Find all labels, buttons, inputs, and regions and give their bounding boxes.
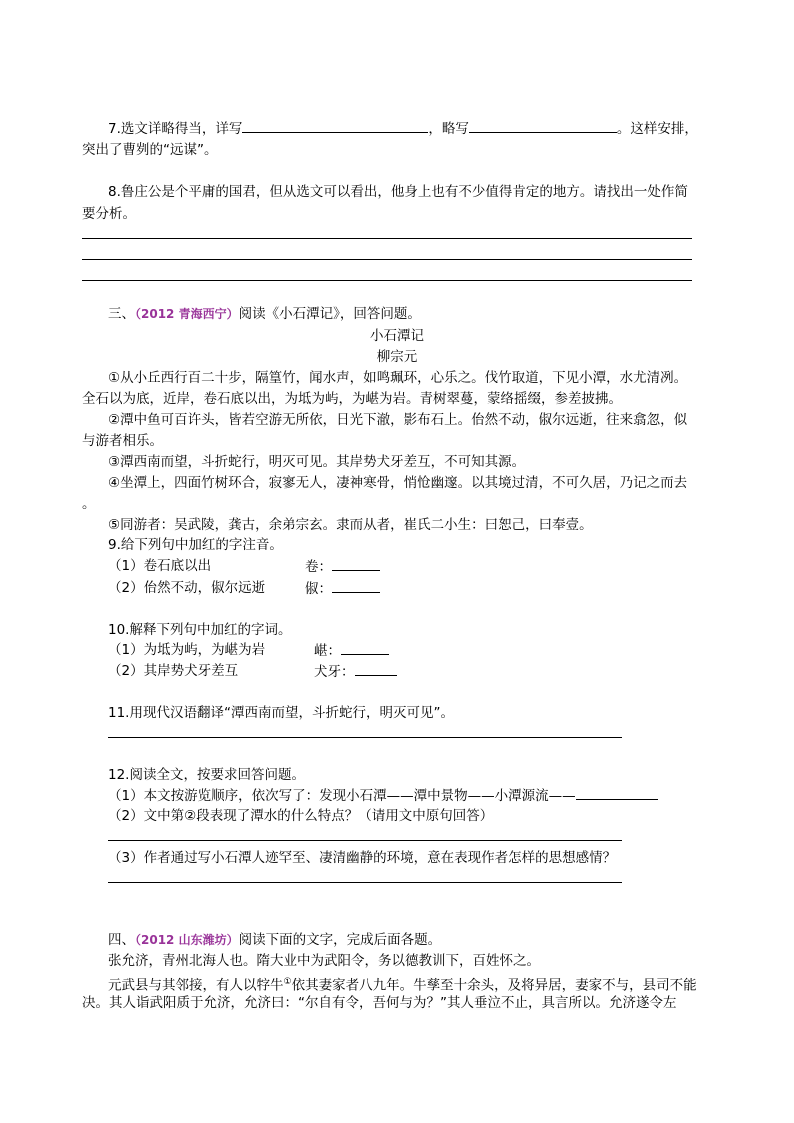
sec3-instruction: 阅读《小石潭记》，回答问题。 [238,306,421,322]
sec3-p2a: ②潭中鱼可百许头，皆若空游无所依，日光下澈，影布石上。佁然不动，俶尔远逝，往来翕忽，似 [108,412,688,428]
q10-item2-blank[interactable] [355,661,397,676]
q7-line2: 突出了曹刿的“远谋”。 [82,142,218,158]
sec3-p1a: ①从小丘西行百二十步，隔篁竹，闻水声，如鸣珮环，心乐之。伐竹取道，下见小潭，水尤清冽。 [108,370,688,386]
q7-text-a: 7.选文详略得当，详写 [108,121,243,137]
sec4-prefix: 四、 [108,932,135,948]
sec3-p4a: ④坐潭上，四面竹树环合，寂寥无人，凄神寒骨，悄怆幽邃。以其境过清，不可久居，乃记之而去 [108,475,688,491]
q12-item1 [108,785,658,806]
q12-title: 12.阅读全文，按要求回答问题。 [108,767,305,783]
sec3-title: 小石潭记 [370,328,424,344]
sec4-footnote-marker[interactable]: ① [283,977,292,987]
q10-item1-key: 嵁： [314,643,341,659]
q12-item3: （3）作者通过写小石潭人迹罕至、凄清幽静的环境，意在表现作者怎样的思想感情？ [108,850,617,866]
sec4-p2-text-a: 元武县与其邻接，有人以牸牛 [108,977,284,994]
sec4-p1: 张允济，青州北海人也。隋大业中为武阳令，务以德教训下，百姓怀之。 [108,953,540,969]
q12-item3-answer-line[interactable] [108,882,622,883]
sec4-p2 [108,972,697,996]
q9-title: 9.给下列句中加红的字注音。 [108,537,283,553]
sec3-author: 柳宗元 [376,349,418,365]
q11-title: 11.用现代汉语翻译“潭西南而望，斗折蛇行，明灭可见”。 [108,705,454,721]
q7-blank-detail[interactable] [242,118,428,133]
q10-item1: （1）为坻为屿，为嵁为岩 [108,642,266,658]
sec3-p2b: 与游者相乐。 [82,433,163,449]
sec3-source-tag: （2012 青海西宁） [135,307,239,321]
sec3-heading [108,304,421,324]
q9-item1-blank[interactable] [332,556,380,571]
q9-item2-answer [305,578,380,599]
sec4-instruction: 阅读下面的文字，完成后面各题。 [238,932,442,948]
q10-title: 10.解释下列句中加红的字词。 [108,622,292,638]
q8-answer-line-3[interactable] [82,280,692,281]
q12-item2-answer-line[interactable] [108,840,622,841]
q7-text-c: 。这样安排， [616,121,698,137]
q8-line1: 8.鲁庄公是个平庸的国君，但从选文可以看出，他身上也有不少值得肯定的地方。请找出一处作简 [108,184,688,200]
sec3-p5: ⑤同游者：吴武陵，龚古，余弟宗玄。隶而从者，崔氏二小生：曰恕己，曰奉壹。 [108,517,593,533]
sec4-p2-text-b: 依其妻家者八九年。牛孳至十余头，及将异居，妻家不与，县司不能 [291,977,697,994]
sec3-p4b: 。 [82,496,96,512]
sec4-heading [108,930,441,950]
sec3-p1b: 全石以为底，近岸，卷石底以出，为坻为屿，为嵁为岩。青树翠蔓，蒙络摇缀，参差披拂。 [82,391,622,407]
q7-blank-brief[interactable] [469,118,617,133]
q11-answer-line[interactable] [108,737,622,738]
q10-item2: （2）其岸势犬牙差互 [108,663,239,679]
q10-item1-blank[interactable] [341,640,389,655]
q9-item2-blank[interactable] [332,578,380,593]
q7-text-b: ，略写 [428,121,469,137]
q9-item2: （2）佁然不动，俶尔远逝 [108,580,266,596]
q7-line1 [108,118,698,139]
sec4-p3: 决。其人诣武阳质于允济，允济曰：“尔自有令，吾何与为？”其人垂泣不止，具言所以。允济遂令左 [82,995,677,1011]
q9-item1: （1）卷石底以出 [108,558,212,574]
sec3-p3: ③潭西南而望，斗折蛇行，明灭可见。其岸势犬牙差互，不可知其源。 [108,454,526,470]
sec3-prefix: 三、 [108,306,135,322]
q8-answer-line-2[interactable] [82,259,692,260]
q8-answer-line-1[interactable] [82,238,692,239]
q9-item2-key: 俶： [305,581,332,597]
q12-item1-blank[interactable] [576,785,658,800]
sec4-source-tag: （2012 山东潍坊） [135,933,239,947]
q10-item2-answer [314,661,397,682]
q9-item1-key: 卷： [305,559,332,575]
q10-item1-answer [314,640,389,661]
q8-line2: 要分析。 [82,206,136,222]
q12-item2: （2）文中第②段表现了潭水的什么特点？（请用文中原句回答） [108,808,494,824]
q9-item1-answer [305,556,380,577]
q12-item1-text: （1）本文按游览顺序，依次写了：发现小石潭——潭中景物——小潭源流—— [108,788,576,804]
q10-item2-key: 犬牙： [314,664,355,680]
